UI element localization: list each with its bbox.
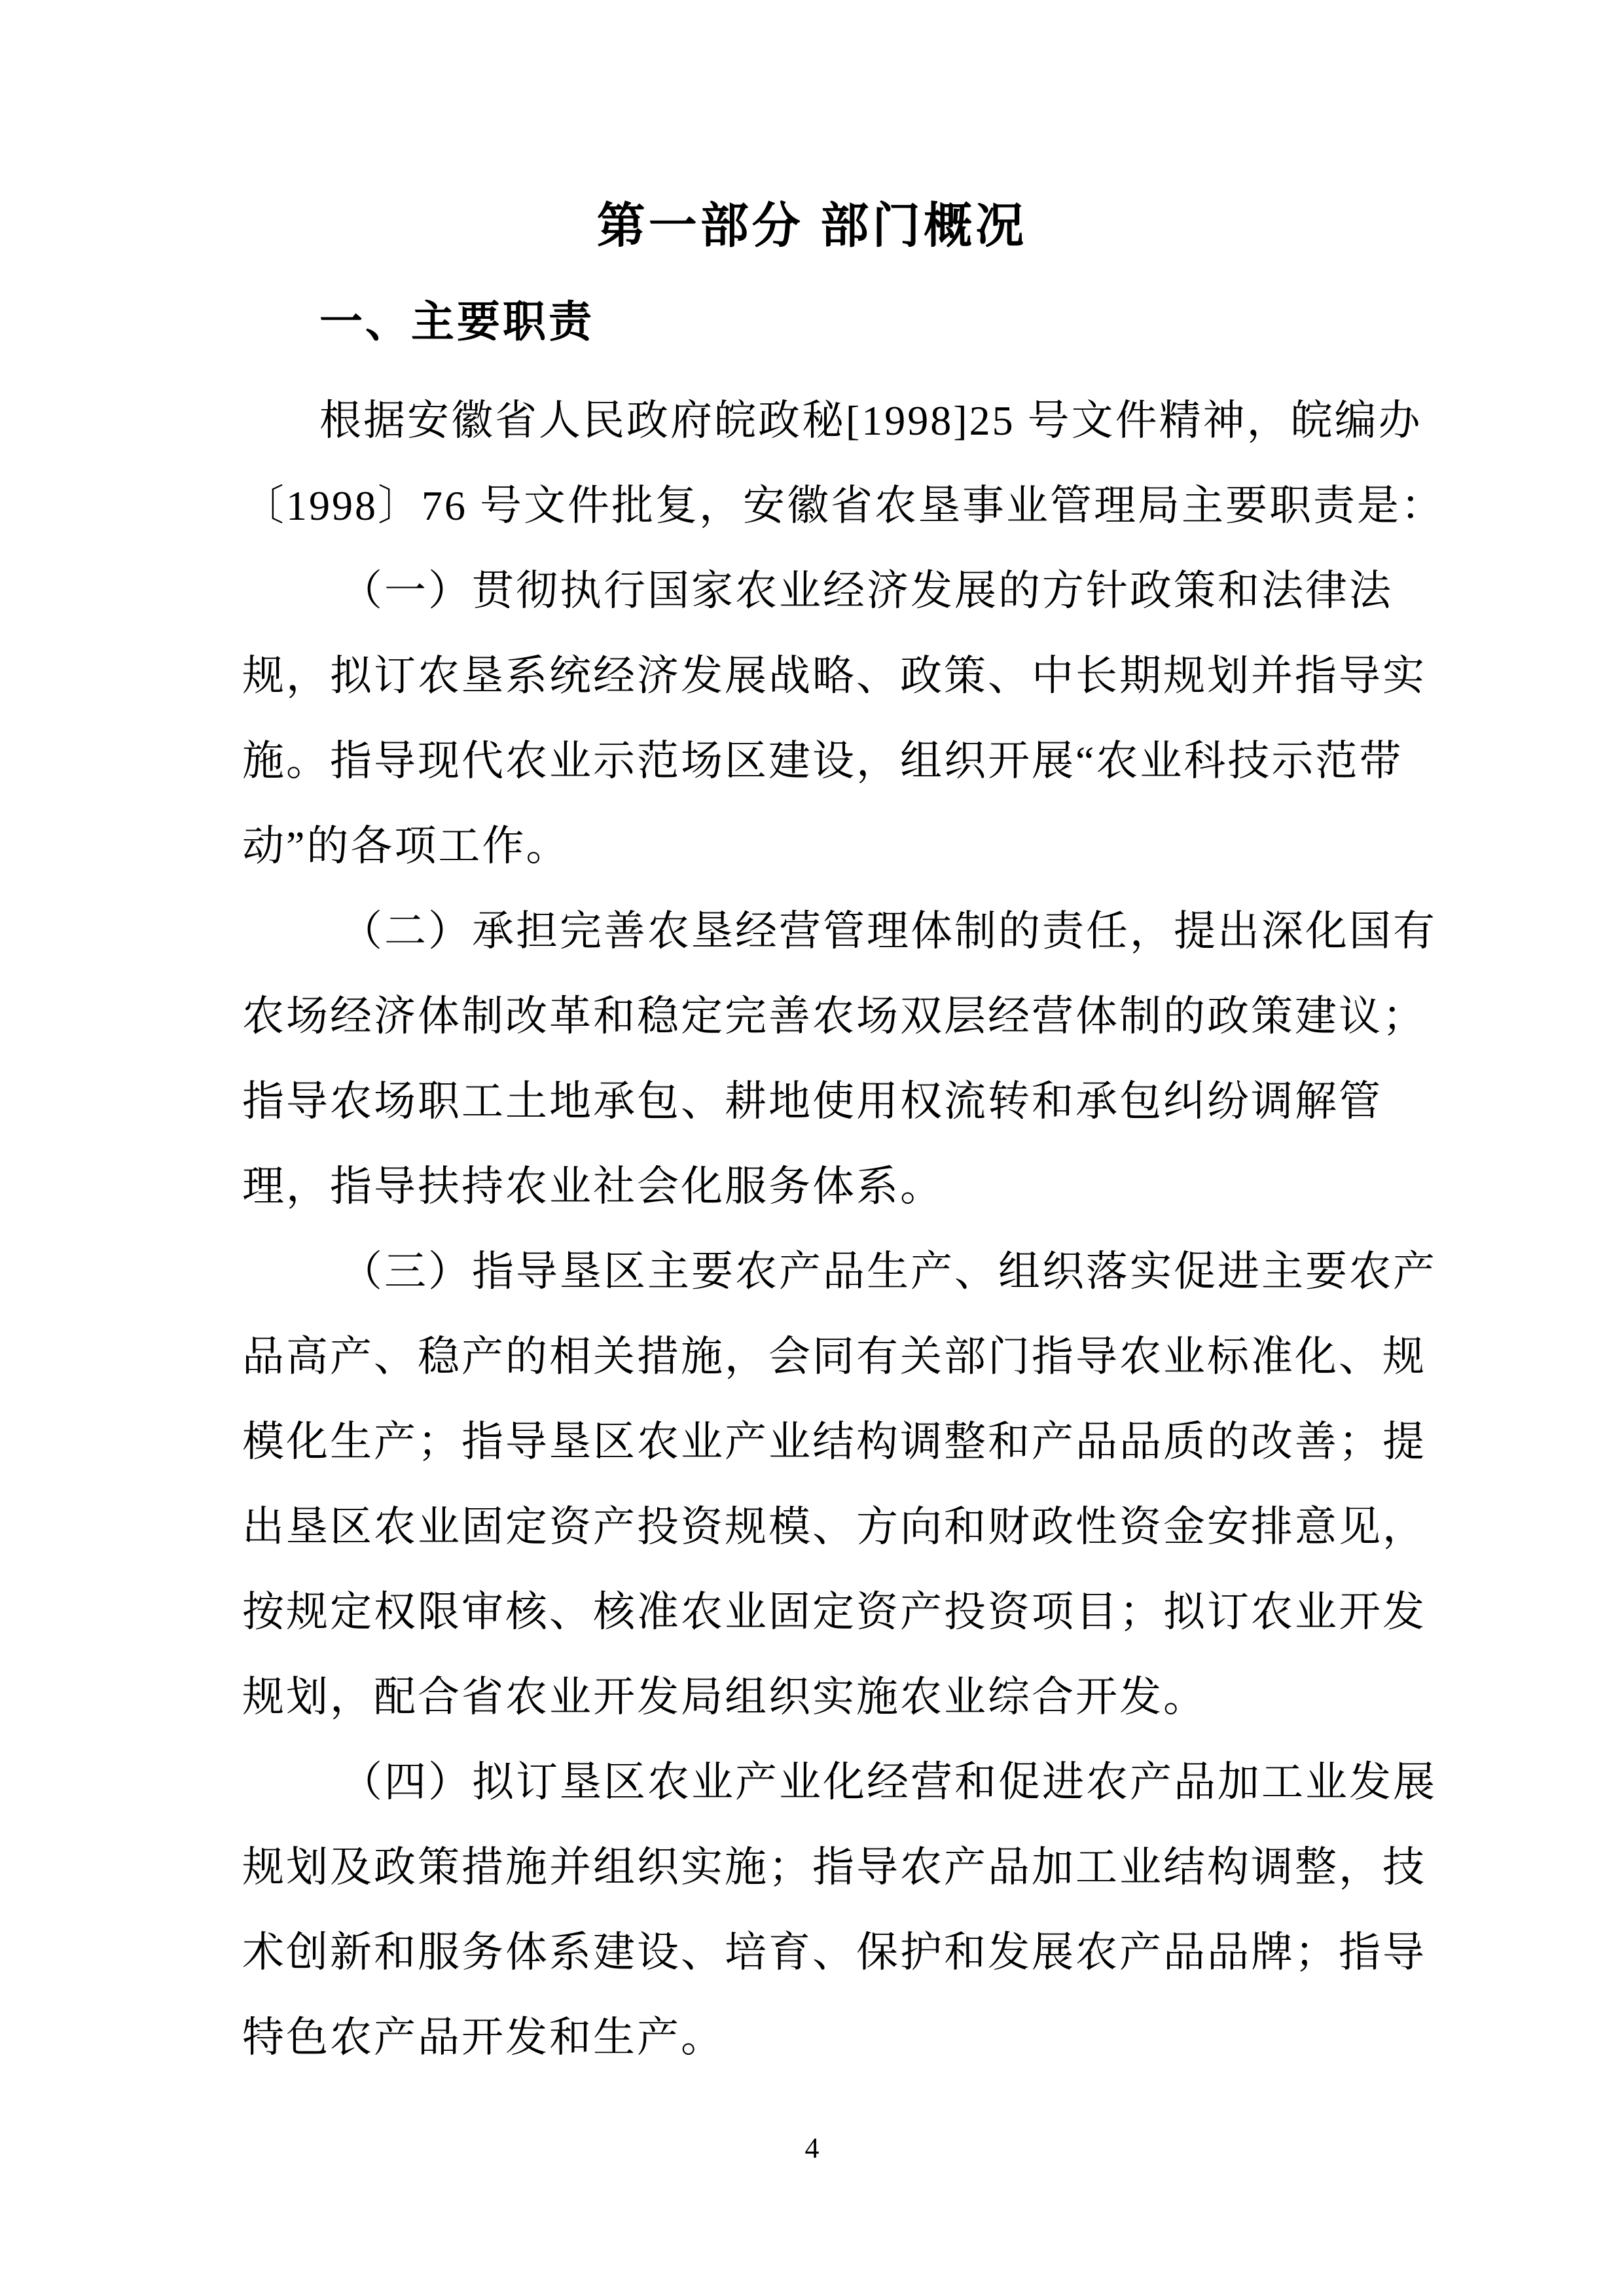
- text-line: （四）拟订垦区农业产业化经营和促进农产品加工业发展: [340, 1759, 1437, 1805]
- text-line: 规划，配合省农业开发局组织实施农业综合开发。: [242, 1674, 1207, 1720]
- page-number: 4: [804, 2132, 820, 2164]
- text-line: 出垦区农业固定资产投资规模、方向和财政性资金安排意见，: [242, 1504, 1426, 1550]
- text-line: 〔1998〕76 号文件批复，安徽省农垦事业管理局主要职责是：: [242, 482, 1445, 529]
- text-line: （一）贯彻执行国家农业经济发展的方针政策和法律法: [340, 568, 1393, 614]
- text-line: 根据安徽省人民政府皖政秘[1998]25 号文件精神，皖编办: [319, 397, 1422, 444]
- text-line: 施。指导现代农业示范场区建设，组织开展“农业科技示范带: [242, 738, 1403, 784]
- text-line: 农场经济体制改革和稳定完善农场双层经营体制的政策建议；: [242, 993, 1426, 1039]
- page-title: 第一部分 部门概况: [596, 198, 1028, 253]
- text-line: （三）指导垦区主要农产品生产、组织落实促进主要农产: [340, 1248, 1437, 1295]
- text-line: 规划及政策措施并组织实施；指导农产品加工业结构调整，技: [242, 1844, 1426, 1890]
- text-line: 品高产、稳产的相关措施，会同有关部门指导农业标准化、规: [242, 1333, 1426, 1380]
- section-heading: 一、主要职责: [319, 297, 594, 346]
- text-line: 规，拟订农垦系统经济发展战略、政策、中长期规划并指导实: [242, 653, 1426, 699]
- text-line: 理，指导扶持农业社会化服务体系。: [242, 1163, 944, 1210]
- document-body: [242, 378, 1445, 2080]
- text-line: 模化生产；指导垦区农业产业结构调整和产品品质的改善；提: [242, 1419, 1426, 1465]
- text-line: 指导农场职工土地承包、耕地使用权流转和承包纠纷调解管: [242, 1078, 1382, 1125]
- text-line: 动”的各项工作。: [242, 823, 570, 869]
- text-line: 按规定权限审核、核准农业固定资产投资项目；拟订农业开发: [242, 1589, 1426, 1635]
- text-line: （二）承担完善农垦经营管理体制的责任，提出深化国有: [340, 908, 1437, 954]
- text-line: 术创新和服务体系建设、培育、保护和发展农产品品牌；指导: [242, 1929, 1426, 1976]
- text-line: 特色农产品开发和生产。: [242, 2014, 725, 2061]
